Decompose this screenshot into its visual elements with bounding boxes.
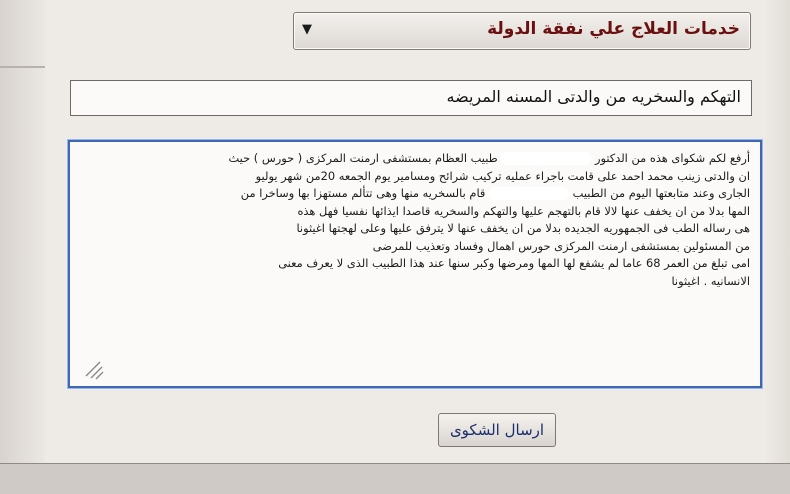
bottom-bar [0, 463, 790, 494]
category-select[interactable] [293, 12, 751, 50]
divider [0, 66, 45, 68]
redaction-mark [501, 152, 591, 165]
complaint-line: ان والدتى زينب محمد احمد على قامت باجراء عمليه تركيب شرائح ومسامير يوم الجمعه 20من شهر يوليو [255, 168, 750, 183]
redaction-mark [489, 187, 569, 200]
subject-input[interactable]: التهكم والسخريه من والدتى المسنه المريضه [70, 80, 752, 116]
submit-complaint-button[interactable]: ارسال الشكوى [438, 413, 556, 447]
left-panel [0, 0, 45, 493]
complaint-textarea[interactable] [68, 140, 762, 388]
complaint-line: من المسئولين بمستشفى ارمنت المركزى حورس اهمال وفساد وتعذيب للمرضى [372, 238, 750, 253]
complaint-line: هى رساله الطب فى الجمهوريه الجديده بدلا من ان يخفف عنها لا يترفق عليها وعلى لهجتها اغيثونا [296, 221, 750, 235]
complaint-line: المها بدلا من ان يخفف عنها لالا قام بالتهجم عليها والتهكم والسخريه قاصدا ايذائها نفسيا فهل هذه [297, 203, 750, 218]
resize-grip-icon[interactable] [84, 360, 104, 380]
right-edge [764, 0, 790, 463]
complaint-line: الانسانيه . اغيثونا [671, 273, 750, 288]
complaint-line: الجارى وعند متابعتها اليوم من الطبيب قام بالسخريه منها وهى تتألم مستهزا بها وساخرا من [240, 186, 750, 200]
complaint-line: أرفع لكم شكواى هذه من الدكتور طبيب العظام بمستشفى ارمنت المركزى ( حورس ) حيث [228, 151, 750, 165]
category-select-value: خدمات العلاج علي نفقة الدولة [487, 19, 740, 39]
complaint-line: امى تبلغ من العمر 68 عاما لم يشفع لها المها ومرضها وكبر سنها عند هذا الطبيب الذى لا يعرف معنى [278, 256, 750, 270]
chevron-down-icon[interactable]: ▼ [302, 22, 312, 37]
